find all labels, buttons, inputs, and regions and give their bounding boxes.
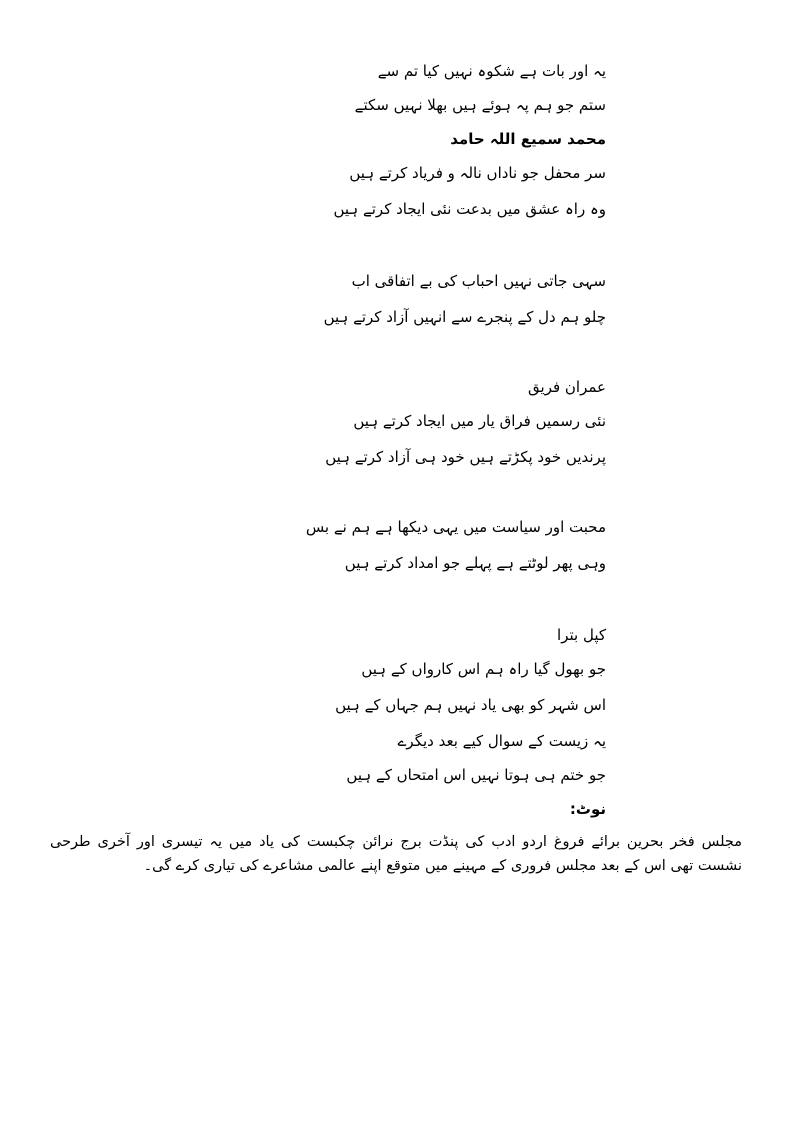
poem-line: وہ راہ عشق میں بدعت نئی ایجاد کرتے ہیں (333, 200, 606, 218)
poem-line: یہ زیست کے سوال کیے بعد دیگرے (397, 732, 606, 750)
poem-line: جو ختم ہی ہوتا نہیں اس امتحاں کے ہیں (346, 766, 606, 784)
poet-name: عمران فریق (528, 378, 606, 396)
poem-line: نئی رسمیں فراق یار میں ایجاد کرتے ہیں (353, 412, 606, 430)
poem-line: وہی پھر لوٹتے ہے پہلے جو امداد کرتے ہیں (344, 554, 606, 572)
note-heading: نوٹ: (569, 800, 606, 818)
poet-name: کپل بترا (557, 626, 606, 644)
poet-name: محمد سمیع اللہ حامد (450, 130, 606, 148)
poem-line: محبت اور سیاست میں یہی دیکھا ہے ہم نے بس (305, 518, 606, 536)
poem-line: چلو ہم دل کے پنجرے سے انہیں آزاد کرتے ہیں (323, 308, 606, 326)
poem-line: سہی جاتی نہیں احباب کی بے اتفاقی اب (351, 272, 606, 290)
note-paragraph: مجلس فخر بحرین برائے فروغ اردو ادب کی پنڈت برج نرائن چکبست کی یاد میں یہ تیسری اور آخری طرحی نشست تھی اس کے بعد مجلس فروری کے مہینے میں متوقع اپنے عالمی مشاعرے کی تیاری کرے گی۔ (50, 834, 742, 874)
poem-line: یہ اور بات ہے شکوہ نہیں کیا تم سے (377, 62, 606, 80)
poem-line: سر محفل جو ناداں نالہ و فریاد کرتے ہیں (349, 164, 606, 182)
poem-line: پرندیں خود پکڑتے ہیں خود ہی آزاد کرتے ہیں (325, 448, 606, 466)
poem-line: اس شہر کو بھی یاد نہیں ہم جہاں کے ہیں (335, 696, 606, 714)
poem-line: ستم جو ہم پہ ہوئے ہیں بھلا نہیں سکتے (354, 96, 606, 114)
poem-line: جو بھول گیا راہ ہم اس کارواں کے ہیں (361, 660, 606, 678)
